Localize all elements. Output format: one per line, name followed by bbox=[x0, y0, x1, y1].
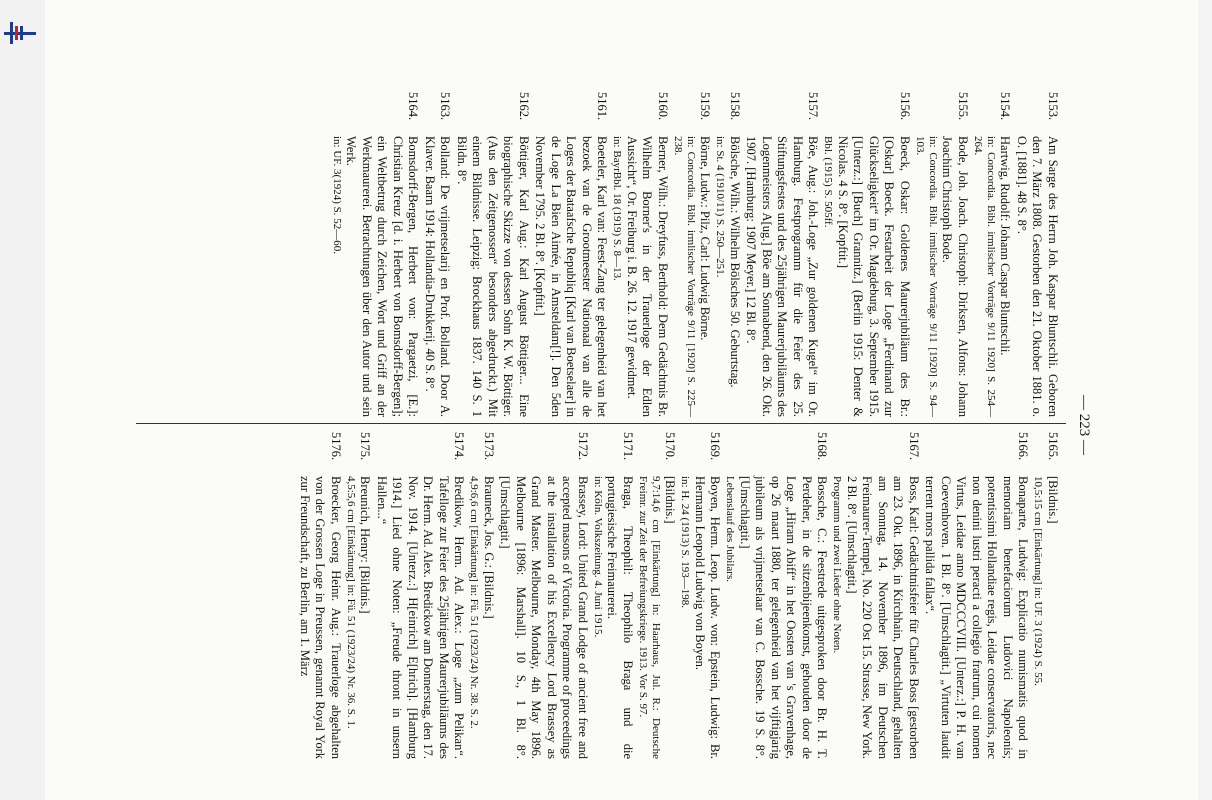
bibliography-entry bbox=[611, 92, 671, 417]
bibliography-entry bbox=[822, 92, 913, 417]
bibliography-entry bbox=[422, 92, 453, 417]
entry-note: in: St. 4 (1910/11) S. 250—251. bbox=[714, 136, 727, 278]
bibliography-entry bbox=[636, 432, 678, 759]
entry-note: in: BayrBbl. 18 (1919) S. 8—13. bbox=[611, 136, 624, 281]
rotated-page-content bbox=[77, 80, 1102, 770]
entry-number: 5167. bbox=[907, 432, 921, 461]
bibliography-entry bbox=[532, 92, 610, 417]
entry-number: 5158. bbox=[728, 92, 742, 121]
entry-number: 5174. bbox=[452, 432, 467, 461]
entry-note: in: Concordia. Bibl. irmlischer Vorträge 9/11 1920] S. 254—264. bbox=[972, 136, 997, 417]
entry-number: 5161. bbox=[595, 92, 610, 121]
entry-text: Boss, Karl: Gedächtnisfeier für Charles Boss [gestorben am 23. Okt. 1896, in Kirchhain, Deutschland, gehalten am Sonntag, 14. November 1896, im Deutschen Freimaurer-Tempel, No. 220 Ost 15. Strasse, New York. 2 Bl. 8°. [Umschlagtit.] bbox=[845, 476, 921, 759]
entry-text: Bonaparte, Ludwig: Explicatio numismatis quod in memoriam benefaciorum Ludovici Napoleonis; potentissimi Hollandiae regis, Leidae conservatoris, nec non denini lustri peracti a collegio fratrum, cui nomen Virtus, Leidae anno MDCCCVIII. [Unterz.:] P. H. van Coevenhoven. 1 Bl. 8°. [Umschlagtit.] „Virtuten laudit terrent mors pallida fallax“. bbox=[923, 476, 1031, 759]
bibliography-entry bbox=[922, 432, 1031, 759]
entry-number: 5169. bbox=[708, 432, 723, 461]
entry-note: in: H. 24 (1913) S. 193—198. bbox=[679, 476, 692, 608]
entry-text: [Bildnis.] bbox=[1046, 476, 1060, 524]
entry-number: 5156. bbox=[898, 92, 912, 121]
entry-text: Boeteler, Karl van: Feest-Zang ter gelegenheid van het bezoek van de Grootmeester Nationaal van alle de Loges der Bataafsche Republiq [Karl van Boetselaer] in de Loge La Bien Aimée, in Amsteldam[!]. Den 5den November 1795. 2 Bl. 8°. [Kopftit.] bbox=[533, 136, 610, 417]
entry-note: 4,9:6,6 cm [Einkärtung] in: Fü. 51 (1923/24) Nr. 38. S. 2. bbox=[468, 476, 481, 729]
entry-note: in: UF. 3(1924) S. 52—60. bbox=[331, 136, 343, 254]
left-column bbox=[329, 92, 1060, 417]
bibliography-entry bbox=[671, 92, 713, 417]
entry-text: Börne, Ludw.: Pilz, Carl: Ludwig Börne. bbox=[698, 136, 713, 341]
bibliography-entry bbox=[454, 92, 532, 417]
entry-note: Bbl. (1915) S. 505ff. bbox=[822, 136, 835, 228]
entry-number: 5154. bbox=[998, 92, 1013, 121]
entry-note: 4,5:5,6 cm [Einkärtung] in: Fü. 51 (1923/24) Nr. 36. S. 1. bbox=[345, 476, 357, 729]
entry-note: in: Köln. Volkszeitung. 4. Juni 1915. bbox=[592, 476, 604, 638]
entry-number: 5171. bbox=[621, 432, 635, 461]
entry-number: 5159. bbox=[698, 92, 713, 121]
entry-note: Programm und zwei Lieder ohne Noten. bbox=[831, 476, 844, 654]
bibliography-entry bbox=[971, 92, 1013, 417]
entry-text: [Bildnis.] bbox=[663, 476, 678, 524]
entry-number: 5173. bbox=[482, 432, 496, 461]
document-page bbox=[45, 0, 1198, 800]
bibliography-entry bbox=[591, 432, 635, 759]
entry-number: 5162. bbox=[517, 92, 531, 121]
entry-number: 5157. bbox=[806, 92, 821, 121]
bibliography-entry bbox=[831, 432, 922, 759]
entry-number: 5176. bbox=[329, 432, 343, 461]
entry-note: 9,7:14,6 cm [Einkärtung] in: Haarhaus, Jul. R.: Deutsche Freimr. zur Zeit der Befreiungskriege. 1913. Vor S. 97. bbox=[637, 476, 662, 759]
entry-text: Bolland: De vrijmetselarij en Prof. Bolland. Door A. Klaver. Baarn 1914: Hollandia-Drukkerij. 40 S. 8°. bbox=[423, 136, 453, 417]
bibliography-entry bbox=[1032, 432, 1061, 759]
entry-text: Hartwig, Rudolf: Johann Caspar Bluntschli. bbox=[998, 136, 1013, 356]
bibliography-entry bbox=[913, 92, 970, 417]
bibliography-entry bbox=[468, 432, 497, 759]
bibliography-entry bbox=[497, 432, 590, 759]
entry-text: Boeck, Oskar: Goldenes Maurerjubiläum des Br.: [Oskar] Boeck. Festarbeit der Loge „Ferdinand zur Glückseligkeit“ im Or. Magdeburg, 3. September 1915. [Unterz.:] [Buch] Grannitz.] (Berlin 1915: Denter & Nicolas. 4 S. 8°. [Kopftit.] bbox=[836, 136, 912, 417]
entry-note: 10,5:15 cm [Einkärtung] in: UF. 3 (1924) S. 55. bbox=[1032, 476, 1045, 686]
entry-number: 5153. bbox=[1046, 92, 1060, 121]
viewer-sidebar bbox=[0, 0, 46, 800]
entry-number: 5166. bbox=[1016, 432, 1031, 461]
entry-note: in: Concordia. Bibl. irmlischer Vorträge 9/11 [1920] S. 225—238. bbox=[672, 136, 697, 417]
bibliography-entry bbox=[714, 92, 743, 417]
entry-text: Boyen, Herm. Leop. Ludw. von: Epstein, Ludwig: Br. Hermann Leopold Ludwig von Boyen. bbox=[693, 476, 723, 759]
entry-text: Böttiger, Karl Aug.: Karl August Böttiger... Eine biographische Skizze von dessen Sohn K. W. Böttiger. (Aus den Zeitgenossen“ besonders abgedruckt.) Mit einem Bildnisse. Leipzig: Brockhaus 1837. 140 S. 1 Bildn. 8°. bbox=[455, 136, 531, 417]
entry-text: Bode, Joh. Joach. Christoph: Dirksen, Alfons: Johann Joachim Christoph Bode. bbox=[940, 136, 970, 417]
entry-text: Breunich, Henry: [Bildnis.] bbox=[358, 476, 373, 614]
entry-text: Broecker, Georg Heinr. Aug.: Trauerloge abgehalten von der Grossen Loge in Preussen, genannt Royal York zur Freundschaft, zu Berlin, am 1. März bbox=[298, 476, 343, 759]
library-logo-icon[interactable] bbox=[4, 22, 36, 44]
entry-note: in: Concordia. Bibl. irmlischer Vorträge 9/11 [1920] S. 94—103. bbox=[914, 136, 939, 417]
entry-number: 5175. bbox=[358, 432, 373, 461]
bibliography-entry bbox=[1014, 92, 1061, 417]
entry-note: Lebenslauf des Jubilars. bbox=[724, 476, 737, 582]
entry-text: Bredikow, Herm. Ad. Alex.: Loge „zum Pelikan“. Tafelloge zur Feier des 25jährigen Maurerjubiläums des Dr. Herm. Ad. Alex. Bredickow am Donnerstag, den 17. Nov. 1914. [Unterz.:] H[einrich] E[hrich]. [Hamburg 1914.] Lied ohne Noten: „Freude thront in unsern Hallen...“ bbox=[375, 476, 467, 759]
bibliography-entry bbox=[374, 432, 467, 759]
page-number-header: — 223 — bbox=[1076, 395, 1092, 455]
entry-text: Bomsdorff-Bergen, Herbert von: Pargaetzi, [E.]: Christian Kreuz [d. i. Herbert von Bomsdorff-Bergen]; ein Weltbetrug durch Zeichen, Wort und Griff an der Werkmaurerei. Betrachtungen über den Autor und sein Werk. bbox=[344, 136, 421, 417]
bibliography-entry bbox=[679, 432, 723, 759]
bibliography-entry bbox=[743, 92, 821, 417]
bibliography-entry bbox=[344, 432, 373, 759]
entry-text: Am Sarge des Herrn Joh. Kaspar Bluntschli. Geboren den 7. März 1808. Gestorben den 21. Oktober 1881. o. O. [1881]. 48 S. 8°. bbox=[1015, 136, 1060, 417]
entry-number: 5172. bbox=[576, 432, 590, 461]
entry-number: 5155. bbox=[956, 92, 970, 121]
column-divider bbox=[136, 423, 1066, 424]
entry-text: Braga, Theophil: Theophilo Braga und die portugiesische Freimaurerei. bbox=[605, 476, 635, 759]
bibliography-entry bbox=[330, 92, 421, 417]
bibliography-entry bbox=[724, 432, 830, 759]
entry-text: Brassey, Lord: United Grand Lodge of ancient free and accepted masons of Victoria. Programme of proceedings at the installation of his Excellency Lord Brassey as Grand Master. Melbourne, Monday, 4th May 1896. Melbourne [1896: Marshall]. 10 S., 1 Bl. 8°. [Umschlagtit.] bbox=[498, 476, 590, 759]
entry-text: Berner, Wilh.: Dreyfuss, Berthold: Dem Gedächtnis Br. Wilhelm Borner's in der Trauerloge der Edlen Aussicht“, Or. Freiburg i. B. 26. 12. 1917 gewidmet. bbox=[625, 136, 670, 417]
entry-number: 5164. bbox=[406, 92, 421, 121]
entry-text: Bölsche, Wilh.: Wilhelm Bölsches 50. Geburtstag. bbox=[728, 136, 742, 388]
entry-number: 5165. bbox=[1046, 432, 1060, 461]
entry-number: 5160. bbox=[656, 92, 670, 121]
entry-text: Böe, Aug.: Joh.-Loge „Zur goldenen Kugel“ im Or. Hamburg. Festprogramm für die Feier des 25. Stiftungsfestes und des 25jährigen Maurerjubiläums des Logenmeisters A[ug.] Böe am Sonnabend, den 26. Okt. 1907. [Hamburg: 1907 Meyer.] 12 Bl. 8°. bbox=[744, 136, 821, 417]
right-margin bbox=[1198, 0, 1212, 800]
entry-number: 5163. bbox=[438, 92, 453, 121]
entry-number: 5168. bbox=[815, 432, 830, 461]
bibliography-entry bbox=[297, 432, 344, 759]
entry-number: 5170. bbox=[663, 432, 678, 461]
right-column bbox=[296, 432, 1061, 759]
entry-text: Brauneck, Jos. G.: [Bildnis.] bbox=[482, 476, 496, 619]
entry-text: Bossche, C.: Feestrede uitgesproken door Br. H. T. Perdeher, in de sitzenbijeenkomst, gehouden door de Loge „Hiram Abiff“ in het Oosten van 's Gravenhage, op 26 maart 1880, ter gelegenheid van het vijftigjarig jubileum als vrijmetselaar van C. Bossche. 19 S. 8°. [Umschlagtit.] bbox=[738, 476, 830, 759]
